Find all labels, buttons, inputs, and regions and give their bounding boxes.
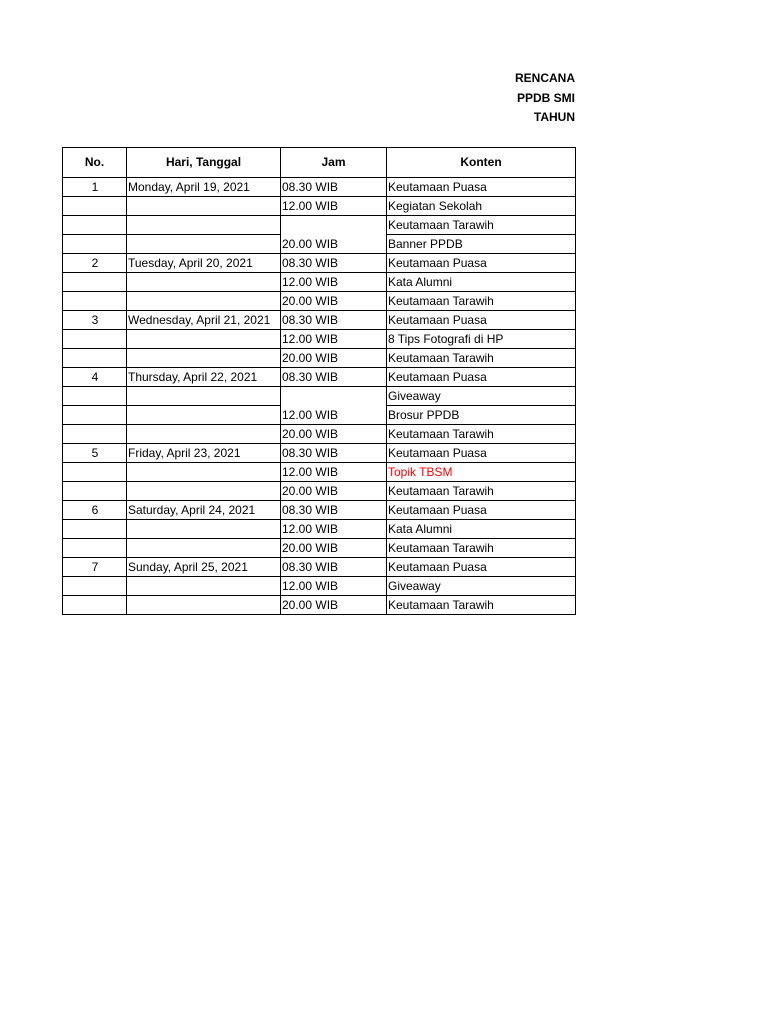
table-row	[63, 178, 576, 197]
cell-konten: Keutamaan Puasa	[387, 444, 576, 463]
cell-hari-tanggal	[127, 406, 281, 425]
cell-jam: 20.00 WIB	[281, 425, 387, 444]
cell-jam: 08.30 WIB	[281, 501, 387, 520]
cell-jam: 20.00 WIB	[281, 482, 387, 501]
schedule-body	[63, 178, 576, 615]
cell-no	[63, 539, 127, 558]
table-row	[63, 596, 576, 615]
cell-no: 5	[63, 444, 127, 463]
cell-no	[63, 273, 127, 292]
table-row	[63, 349, 576, 368]
cell-jam: 12.00 WIB	[281, 273, 387, 292]
cell-hari-tanggal: Saturday, April 24, 2021	[127, 501, 281, 520]
cell-konten: Giveaway	[387, 577, 576, 596]
table-row	[63, 216, 576, 235]
cell-konten: Keutamaan Tarawih	[387, 596, 576, 615]
table-row	[63, 444, 576, 463]
cell-hari-tanggal: Wednesday, April 21, 2021	[127, 311, 281, 330]
table-row	[63, 387, 576, 406]
cell-konten: Keutamaan Tarawih	[387, 349, 576, 368]
table-row	[63, 368, 576, 387]
cell-konten: Keutamaan Puasa	[387, 501, 576, 520]
table-row	[63, 254, 576, 273]
table-row	[63, 577, 576, 596]
header-hari-tanggal: Hari, Tanggal	[127, 148, 281, 178]
cell-no	[63, 197, 127, 216]
cell-konten: Banner PPDB	[387, 235, 576, 254]
cell-hari-tanggal: Monday, April 19, 2021	[127, 178, 281, 197]
cell-jam: 20.00 WIB	[281, 596, 387, 615]
cell-no	[63, 330, 127, 349]
cell-konten: Brosur PPDB	[387, 406, 576, 425]
document-title-line-3: TAHUN	[533, 110, 575, 124]
cell-no	[63, 292, 127, 311]
cell-jam: 12.00 WIB	[281, 520, 387, 539]
cell-jam: 20.00 WIB	[281, 216, 387, 254]
table-row	[63, 330, 576, 349]
cell-no	[63, 520, 127, 539]
cell-jam: 20.00 WIB	[281, 292, 387, 311]
cell-hari-tanggal	[127, 539, 281, 558]
cell-konten: Kegiatan Sekolah	[387, 197, 576, 216]
cell-no	[63, 596, 127, 615]
cell-konten: Giveaway	[387, 387, 576, 406]
cell-konten: Kata Alumni	[387, 273, 576, 292]
table-row	[63, 539, 576, 558]
cell-no: 6	[63, 501, 127, 520]
cell-konten: Keutamaan Tarawih	[387, 482, 576, 501]
table-row	[63, 520, 576, 539]
cell-jam: 08.30 WIB	[281, 368, 387, 387]
cell-hari-tanggal	[127, 577, 281, 596]
header-jam: Jam	[281, 148, 387, 178]
cell-konten: Keutamaan Tarawih	[387, 425, 576, 444]
cell-konten: Keutamaan Puasa	[387, 311, 576, 330]
table-row	[63, 197, 576, 216]
cell-hari-tanggal	[127, 349, 281, 368]
table-row	[63, 311, 576, 330]
cell-jam: 12.00 WIB	[281, 197, 387, 216]
cell-konten: Keutamaan Puasa	[387, 558, 576, 577]
cell-konten: Keutamaan Tarawih	[387, 292, 576, 311]
cell-konten: Keutamaan Puasa	[387, 368, 576, 387]
cell-jam: 12.00 WIB	[281, 330, 387, 349]
cell-no	[63, 235, 127, 254]
document-title-line-2: PPDB SMI	[516, 91, 575, 105]
cell-no: 1	[63, 178, 127, 197]
schedule-table	[62, 147, 576, 615]
table-row	[63, 292, 576, 311]
cell-konten: Keutamaan Puasa	[387, 178, 576, 197]
cell-hari-tanggal: Tuesday, April 20, 2021	[127, 254, 281, 273]
cell-konten: Keutamaan Puasa	[387, 254, 576, 273]
cell-konten: Keutamaan Tarawih	[387, 216, 576, 235]
header-konten: Konten	[387, 148, 576, 178]
cell-hari-tanggal	[127, 425, 281, 444]
table-row	[63, 425, 576, 444]
table-row	[63, 482, 576, 501]
cell-jam: 20.00 WIB	[281, 349, 387, 368]
cell-jam: 08.30 WIB	[281, 444, 387, 463]
cell-jam: 08.30 WIB	[281, 558, 387, 577]
cell-no	[63, 387, 127, 406]
table-row	[63, 501, 576, 520]
cell-no	[63, 482, 127, 501]
cell-jam: 12.00 WIB	[281, 387, 387, 425]
cell-hari-tanggal: Friday, April 23, 2021	[127, 444, 281, 463]
table-row	[63, 273, 576, 292]
cell-hari-tanggal: Sunday, April 25, 2021	[127, 558, 281, 577]
cell-no: 3	[63, 311, 127, 330]
cell-jam: 08.30 WIB	[281, 254, 387, 273]
table-row	[63, 558, 576, 577]
cell-hari-tanggal	[127, 596, 281, 615]
cell-no	[63, 349, 127, 368]
cell-konten: Keutamaan Tarawih	[387, 539, 576, 558]
cell-jam: 12.00 WIB	[281, 577, 387, 596]
cell-no: 2	[63, 254, 127, 273]
cell-no	[63, 425, 127, 444]
table-row	[63, 463, 576, 482]
cell-hari-tanggal	[127, 273, 281, 292]
cell-hari-tanggal	[127, 330, 281, 349]
cell-hari-tanggal	[127, 235, 281, 254]
cell-hari-tanggal: Thursday, April 22, 2021	[127, 368, 281, 387]
cell-konten: Topik TBSM	[387, 463, 576, 482]
cell-no	[63, 406, 127, 425]
cell-jam: 08.30 WIB	[281, 311, 387, 330]
cell-jam: 12.00 WIB	[281, 463, 387, 482]
cell-jam: 20.00 WIB	[281, 539, 387, 558]
document-title-line-1: RENCANA	[515, 71, 575, 85]
cell-hari-tanggal	[127, 482, 281, 501]
table-header-row	[63, 148, 576, 178]
cell-hari-tanggal	[127, 292, 281, 311]
cell-konten: Kata Alumni	[387, 520, 576, 539]
cell-no	[63, 463, 127, 482]
cell-hari-tanggal	[127, 520, 281, 539]
cell-hari-tanggal	[127, 387, 281, 406]
cell-hari-tanggal	[127, 197, 281, 216]
cell-no	[63, 577, 127, 596]
cell-jam: 08.30 WIB	[281, 178, 387, 197]
header-no: No.	[63, 148, 127, 178]
cell-no: 4	[63, 368, 127, 387]
cell-no	[63, 216, 127, 235]
cell-no: 7	[63, 558, 127, 577]
cell-konten: 8 Tips Fotografi di HP	[387, 330, 576, 349]
cell-hari-tanggal	[127, 463, 281, 482]
cell-hari-tanggal	[127, 216, 281, 235]
